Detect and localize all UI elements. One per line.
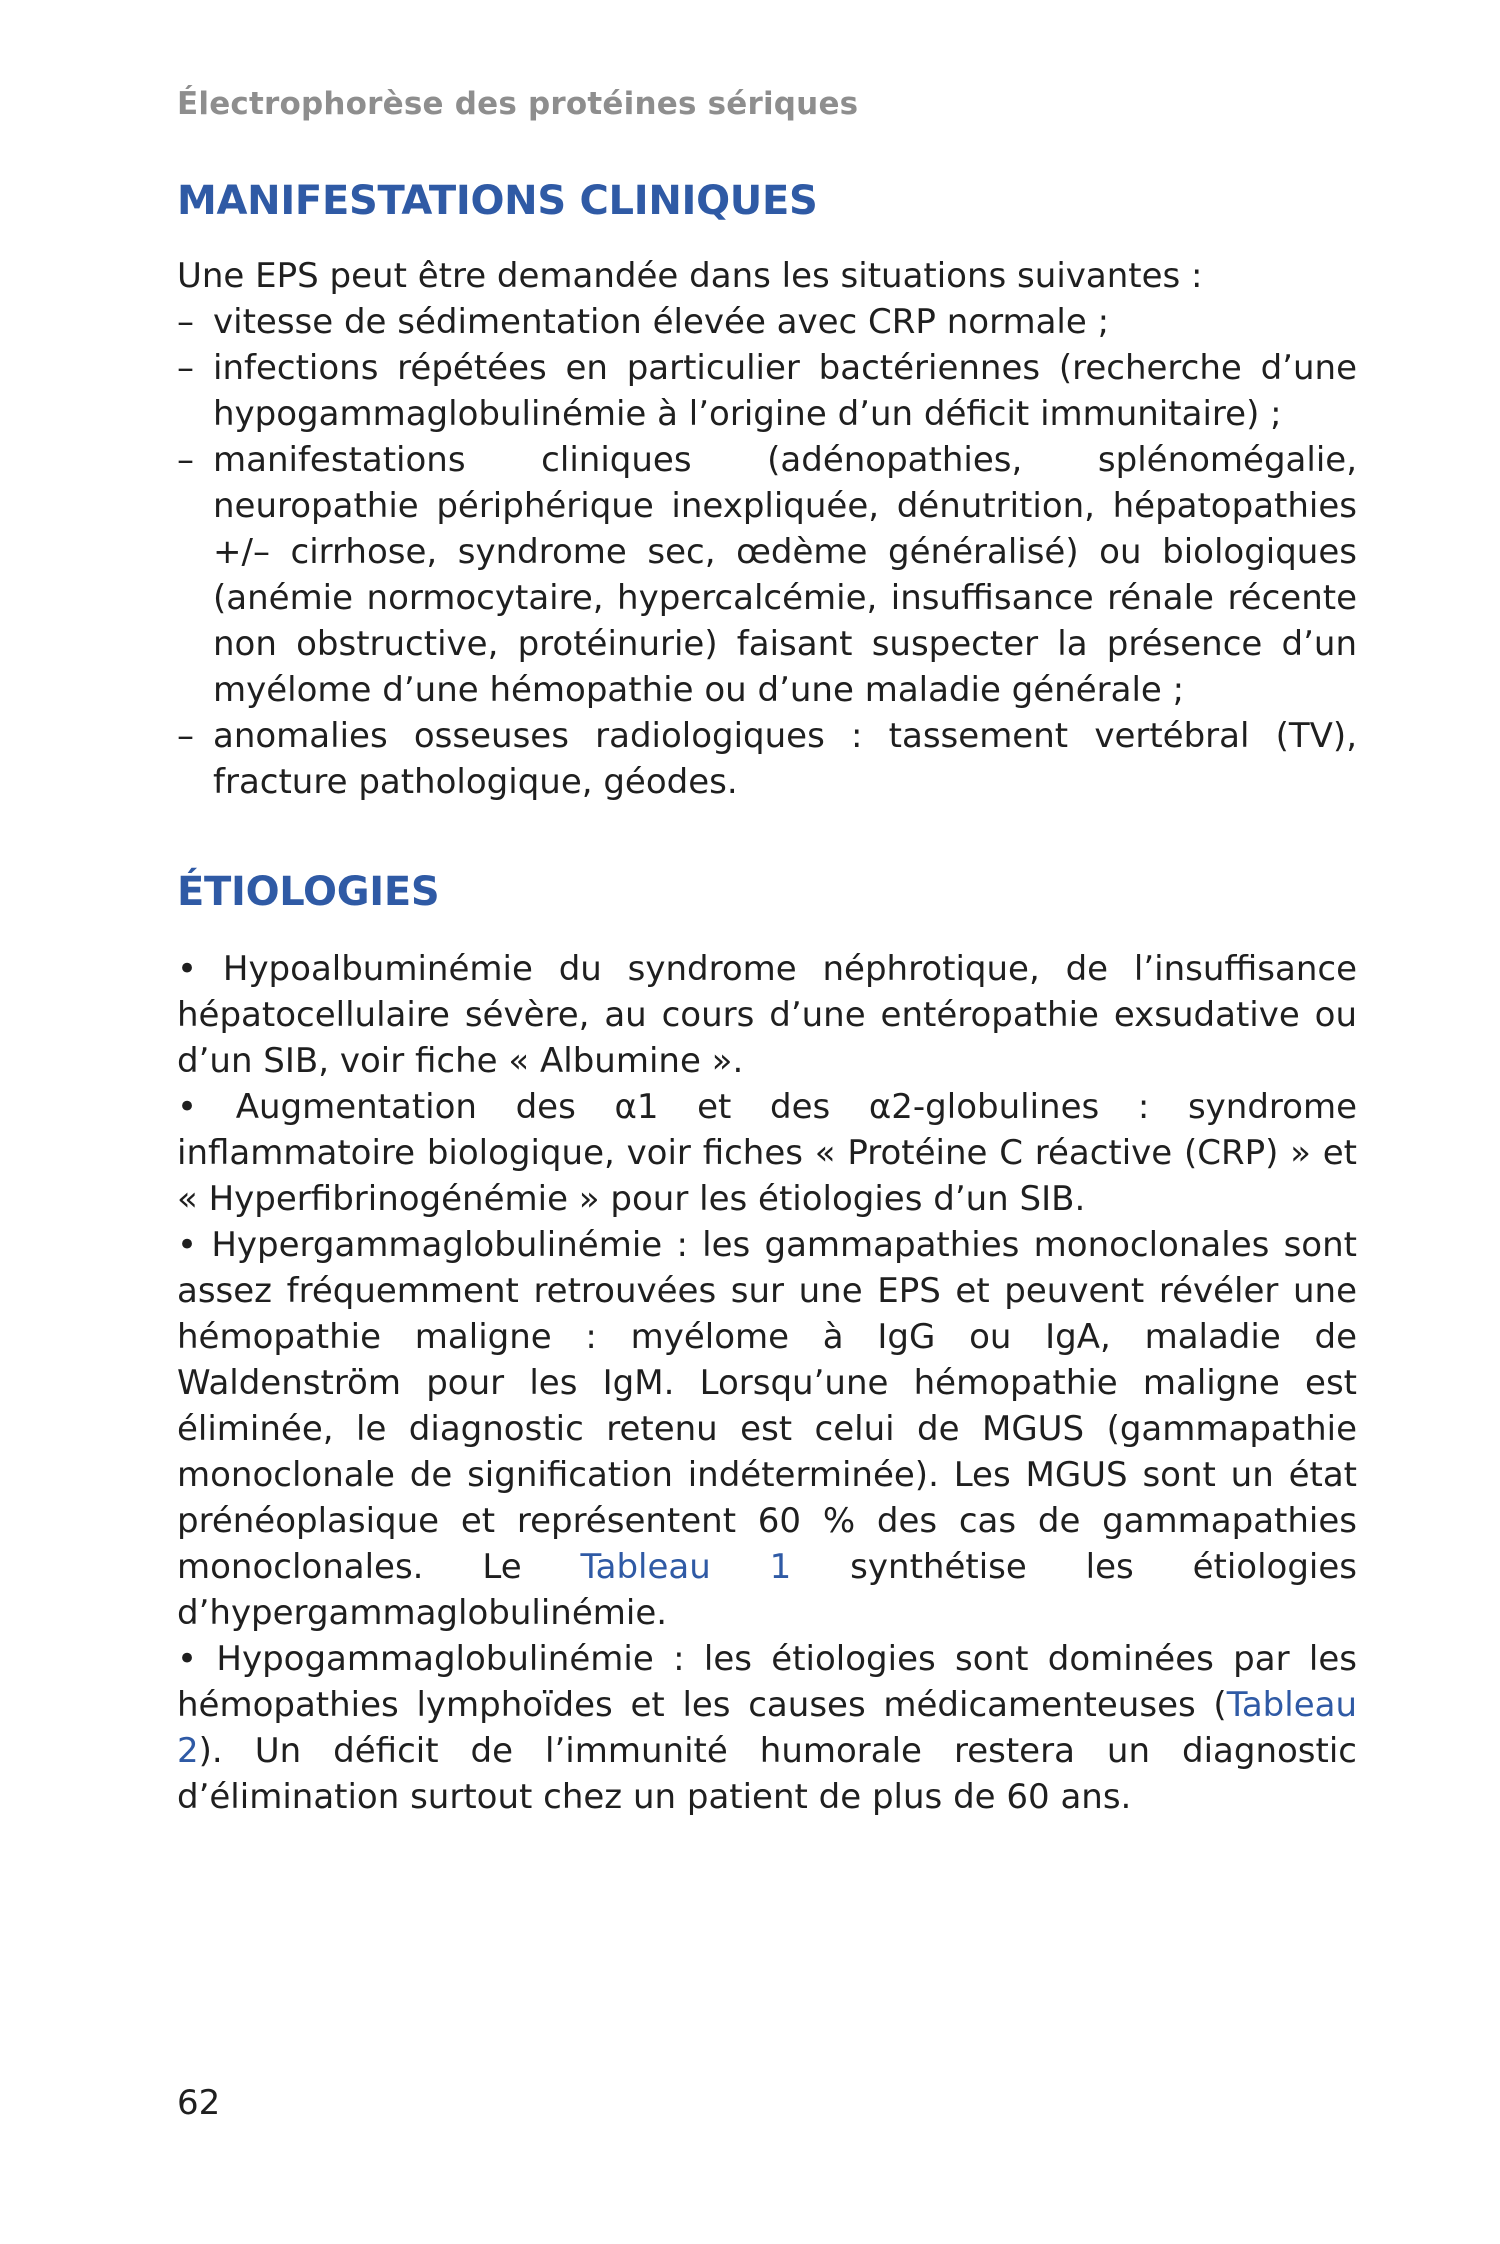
- manifestations-list: [177, 299, 1357, 805]
- section-title-manifestations: MANIFESTATIONS CLINIQUES: [177, 178, 818, 224]
- paragraph-hypoalbuminemie: • Hypoalbuminémie du syndrome néphrotique, de l’insuffisance hépatocellulaire sévère, au cours d’une entéropathie exsudative ou d’un SIB, voir fiche « Albumine ».: [177, 949, 1357, 1081]
- list-item: [177, 437, 1357, 713]
- section-title-etiologies: ÉTIOLOGIES: [177, 869, 440, 915]
- running-head: Électrophorèse des protéines sériques: [177, 86, 859, 122]
- list-item: [177, 713, 1357, 805]
- list-item-text: manifestations cliniques (adénopathies, splénomégalie, neuropathie périphérique inexpliquée, dénutrition, hépatopathies +/– cirrhose, syndrome sec, œdème généralisé) ou biologiques (anémie normocytaire, hypercalcémie, insuffisance rénale récente non obstructive, protéinurie) faisant suspecter la présence d’un myélome d’une hémopathie ou d’une maladie générale ;: [213, 440, 1357, 710]
- paragraph-text: synthétise les étiologies d’hypergammaglobulinémie.: [177, 1547, 1357, 1633]
- dash-bullet: –: [177, 716, 194, 756]
- paragraph-text: ). Un déficit de l’immunité humorale restera un diagnostic d’élimination surtout chez un patient de plus de 60 ans.: [177, 1731, 1357, 1817]
- paragraph-text: • Hypergammaglobulinémie : les gammapathies monoclonales sont assez fréquemment retrouvées sur une EPS et peuvent révéler une hémopathie maligne : myélome à IgG ou IgA, maladie de Waldenström pour les IgM. Lorsqu’une hémopathie maligne est éliminée, le diagnostic retenu est celui de MGUS (gammapathie monoclonale de signification indéterminée). Les MGUS sont un état prénéoplasique et représentent 60 % des cas de gammapathies monoclonales. Le: [177, 1225, 1357, 1587]
- link-tableau-1[interactable]: Tableau 1: [580, 1547, 792, 1587]
- etiologies-block: [177, 946, 1357, 1820]
- paragraph-alpha-globulines: • Augmentation des α1 et des α2-globulines : syndrome inflammatoire biologique, voir fiches « Protéine C réactive (CRP) » et « Hyperfibrinogénémie » pour les étiologies d’un SIB.: [177, 1087, 1357, 1219]
- paragraph-hypergammaglobulinemie: [177, 1222, 1357, 1636]
- list-item: [177, 345, 1357, 437]
- manifestations-intro: Une EPS peut être demandée dans les situations suivantes :: [177, 256, 1203, 296]
- list-item-text: infections répétées en particulier bactériennes (recherche d’une hypogammaglobulinémie à l’origine d’un déficit immunitaire) ;: [213, 348, 1357, 434]
- link-tableau-2[interactable]: Tableau 2: [177, 1685, 1357, 1771]
- dash-bullet: –: [177, 440, 194, 480]
- manifestations-block: [177, 253, 1357, 805]
- list-item-text: vitesse de sédimentation élevée avec CRP normale ;: [213, 302, 1110, 342]
- list-item-text: anomalies osseuses radiologiques : tassement vertébral (TV), fracture pathologique, géodes.: [213, 716, 1357, 802]
- dash-bullet: –: [177, 348, 194, 388]
- list-item: [177, 299, 1357, 345]
- paragraph-text: • Hypogammaglobulinémie : les étiologies sont dominées par les hémopathies lymphoïdes et les causes médicamenteuses (: [177, 1639, 1357, 1725]
- dash-bullet: –: [177, 302, 194, 342]
- paragraph-hypogammaglobulinemie: [177, 1636, 1357, 1820]
- page-number: 62: [177, 2083, 221, 2123]
